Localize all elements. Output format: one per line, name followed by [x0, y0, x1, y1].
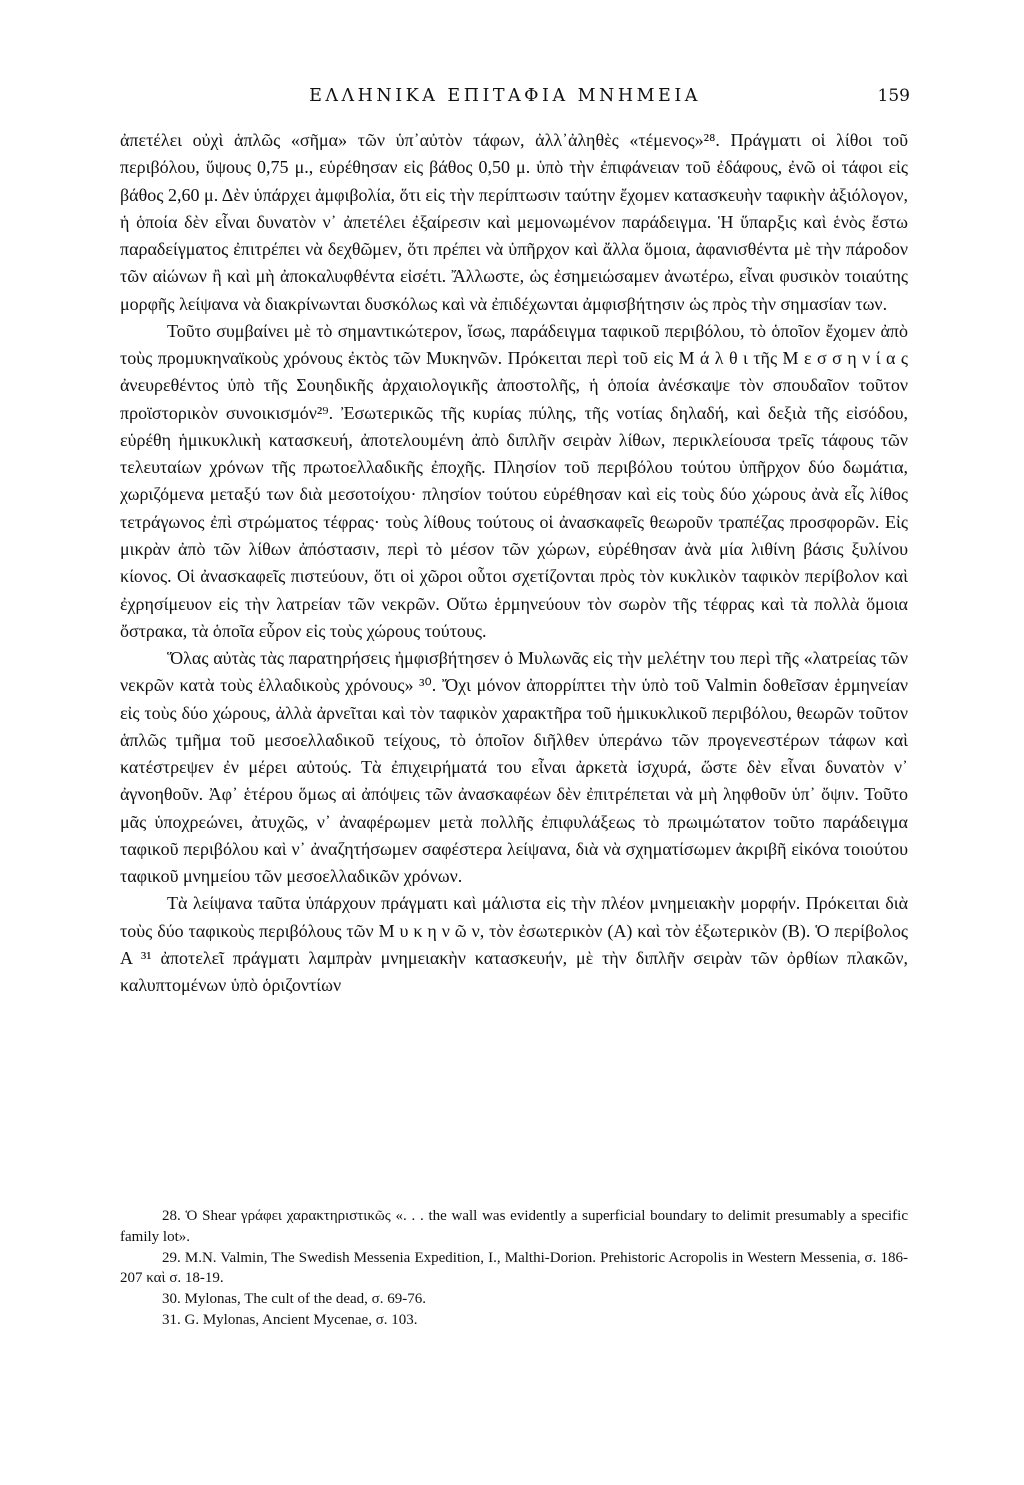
footnote: 29. M.N. Valmin, The Swedish Messenia Expedition, I., Malthi-Dorion. Prehistoric Acropolis in Western Messenia, σ. 186-207 καὶ σ. 18-19. — [120, 1249, 908, 1287]
running-header — [120, 86, 910, 116]
paragraph: Τὰ λείψανα ταῦτα ὑπάρχουν πράγματι καὶ μάλιστα εἰς τὴν πλέον μνημειακὴν μορφήν. Πρόκειται διὰ τοὺς δύο ταφικοὺς περιβόλους τῶν Μ υ κ η ν ῶ ν, τὸν ἐσωτερικὸν (Α) καὶ τὸν ἐξωτερικὸν (Β). Ὁ περίβολος Α ³¹ ἀποτελεῖ πράγματι λαμπρὰν μνημειακὴν κατασκευήν, μὲ τὴν διπλῆν σειρὰν τῶν ὀρθίων πλακῶν, καλυπτομένων ὑπὸ ὁριζοντίων — [120, 893, 908, 996]
footnote: 31. G. Mylonas, Ancient Mycenae, σ. 103. — [162, 1311, 418, 1328]
paragraph: Τοῦτο συμβαίνει μὲ τὸ σημαντικώτερον, ἴσως, παράδειγμα ταφικοῦ περιβόλου, τὸ ὁποῖον ἔχομεν ἀπὸ τοὺς προμυκηναϊκοὺς χρόνους ἐκτὸς τῶν Μυκηνῶν. Πρόκειται περὶ τοῦ εἰς Μ ά λ θ ι τῆς Μ ε σ σ η ν ί α ς ἀνευρεθέντος ὑπὸ τῆς Σουηδικῆς ἀρχαιολογικῆς ἀποστολῆς, ἡ ὁποία ἀνέσκαψε τὸν σπουδαῖον τοῦτον προϊστορικὸν συνοικισμόν²⁹. Ἐσωτερικῶς τῆς κυρίας πύλης, τῆς νοτίας δηλαδή, καὶ δεξιὰ τῆς εἰσόδου, εὑρέθη ἡμικυκλικὴ κατασκευή, ἀποτελουμένη ἀπὸ διπλῆν σειρὰν λίθων, περικλείουσα τρεῖς τάφους τῶν τελευταίων χρόνων τῆς πρωτοελλαδικῆς ἐποχῆς. Πλησίον τοῦ περιβόλου τούτου ὑπῆρχον δύο δωμάτια, χωριζόμενα μεταξύ των διὰ μεσοτοίχου· πλησίον τούτου εὑρέθησαν καὶ εἰς τοὺς δύο χώρους ἀνὰ εἷς λίθος τετράγωνος ἐπὶ στρώματος τέφρας· τοὺς λίθους τούτους οἱ ἀνασκαφεῖς θεωροῦν τραπέζας προσφορῶν. Εἰς μικρὰν ἀπὸ τῶν λίθων ἀπόστασιν, περὶ τὸ μέσον τῶν χώρων, εὑρέθησαν ἀνὰ μία λιθίνη βάσις ξυλίνου κίονος. Οἱ ἀνασκαφεῖς πιστεύουν, ὅτι οἱ χῶροι οὗτοι σχετίζονται πρὸς τὸν κυκλικὸν ταφικὸν περίβολον καὶ ἐχρησίμευον εἰς τὴν λατρείαν τῶν νεκρῶν. Οὕτω ἑρμηνεύουν τὸν σωρὸν τῆς τέφρας καὶ τὰ πολλὰ ὅμοια ὄστρακα, τὰ ὁποῖα εὗρον εἰς τοὺς χώρους τούτους. — [120, 320, 908, 641]
footnotes — [120, 1206, 908, 1331]
paragraph: ἀπετέλει οὐχὶ ἁπλῶς «σῆμα» τῶν ὑπ᾿αὐτὸν τάφων, ἀλλ᾿ἀληθὲς «τέμενος»²⁸. Πράγματι οἱ λίθοι τοῦ περιβόλου, ὕψους 0,75 μ., εὑρέθησαν εἰς βάθος 0,50 μ. ὑπὸ τὴν ἐπιφάνειαν τοῦ ἐδάφους, ἐνῶ οἱ τάφοι εἰς βάθος 2,60 μ. Δὲν ὑπάρχει ἀμφιβολία, ὅτι εἰς τὴν περίπτωσιν ταύτην ἔχομεν κατασκευὴν ταφικὴν ἀξιόλογον, ἡ ὁποία δὲν εἶναι δυνατὸν ν᾿ ἀπετέλει ἐξαίρεσιν καὶ μεμονωμένον παράδειγμα. Ἡ ὕπαρξις καὶ ἑνὸς ἔστω παραδείγματος ἐπιτρέπει νὰ δεχθῶμεν, ὅτι πρέπει νὰ ὑπῆρχον καὶ ἄλλα ὅμοια, ἀφανισθέντα μὲ τὴν πάροδον τῶν αἰώνων ἢ καὶ μὴ ἀποκαλυφθέντα εἰσέτι. Ἄλλωστε, ὡς ἐσημειώσαμεν ἀνωτέρω, εἶναι φυσικὸν τοιαύτης μορφῆς λείψανα νὰ διακρίνωνται δυσκόλως καὶ νὰ ἐπιδέχωνται ἀμφισβήτησιν ὡς πρὸς τὴν σημασίαν των. — [120, 130, 908, 314]
footnote: 28. Ὁ Shear γράφει χαρακτηριστικῶς «. . . the wall was evidently a superficial boundary to delimit presumably a specific family lot». — [120, 1208, 908, 1245]
footnote: 30. Mylonas, The cult of the dead, σ. 69-76. — [162, 1291, 427, 1308]
running-title: ΕΛΛΗΝΙΚΑ ΕΠΙΤΑΦΙΑ ΜΝΗΜΕΙΑ — [309, 86, 701, 106]
page-number: 159 — [877, 86, 910, 106]
main-text — [120, 127, 908, 1000]
paragraph: Ὅλας αὐτὰς τὰς παρατηρήσεις ἠμφισβήτησεν ὁ Μυλωνᾶς εἰς τὴν μελέτην του περὶ τῆς «λατρείας τῶν νεκρῶν κατὰ τοὺς ἑλλαδικοὺς χρόνους» ³⁰. Ὄχι μόνον ἀπορρίπτει τὴν ὑπὸ τοῦ Valmin δοθεῖσαν ἑρμηνείαν εἰς τοὺς δύο χώρους, ἀλλὰ ἀρνεῖται καὶ τὸν ταφικὸν χαρακτῆρα τοῦ ἡμικυκλικοῦ περιβόλου, θεωρῶν τοῦτον ἁπλῶς τμῆμα τοῦ μεσοελλαδικοῦ τείχους, τὸ ὁποῖον διῆλθεν ὑπεράνω τῶν προγενεστέρων τάφων καὶ κατέστρεψεν ἐν μέρει αὐτούς. Τὰ ἐπιχειρήματά του εἶναι ἀρκετὰ ἰσχυρά, ὥστε δὲν εἶναι δυνατὸν ν᾿ ἀγνοηθοῦν. Ἀφ᾿ ἑτέρου ὅμως αἱ ἀπόψεις τῶν ἀνασκαφέων δὲν ἐπιτρέπεται νὰ μὴ ληφθοῦν ὑπ᾿ ὄψιν. Τοῦτο μᾶς ὑποχρεώνει, ἀτυχῶς, ν᾿ ἀναφέρωμεν μετὰ πολλῆς ἐπιφυλάξεως τὸ πρωιμώτατον τοῦτο παράδειγμα ταφικοῦ περιβόλου καὶ ν᾿ ἀναζητήσωμεν σαφέστερα λείψανα, διὰ νὰ σχηματίσωμεν ἀκριβῆ εἰκόνα τοιούτου ταφικοῦ μνημείου τῶν μεσοελλαδικῶν χρόνων. — [120, 648, 908, 887]
